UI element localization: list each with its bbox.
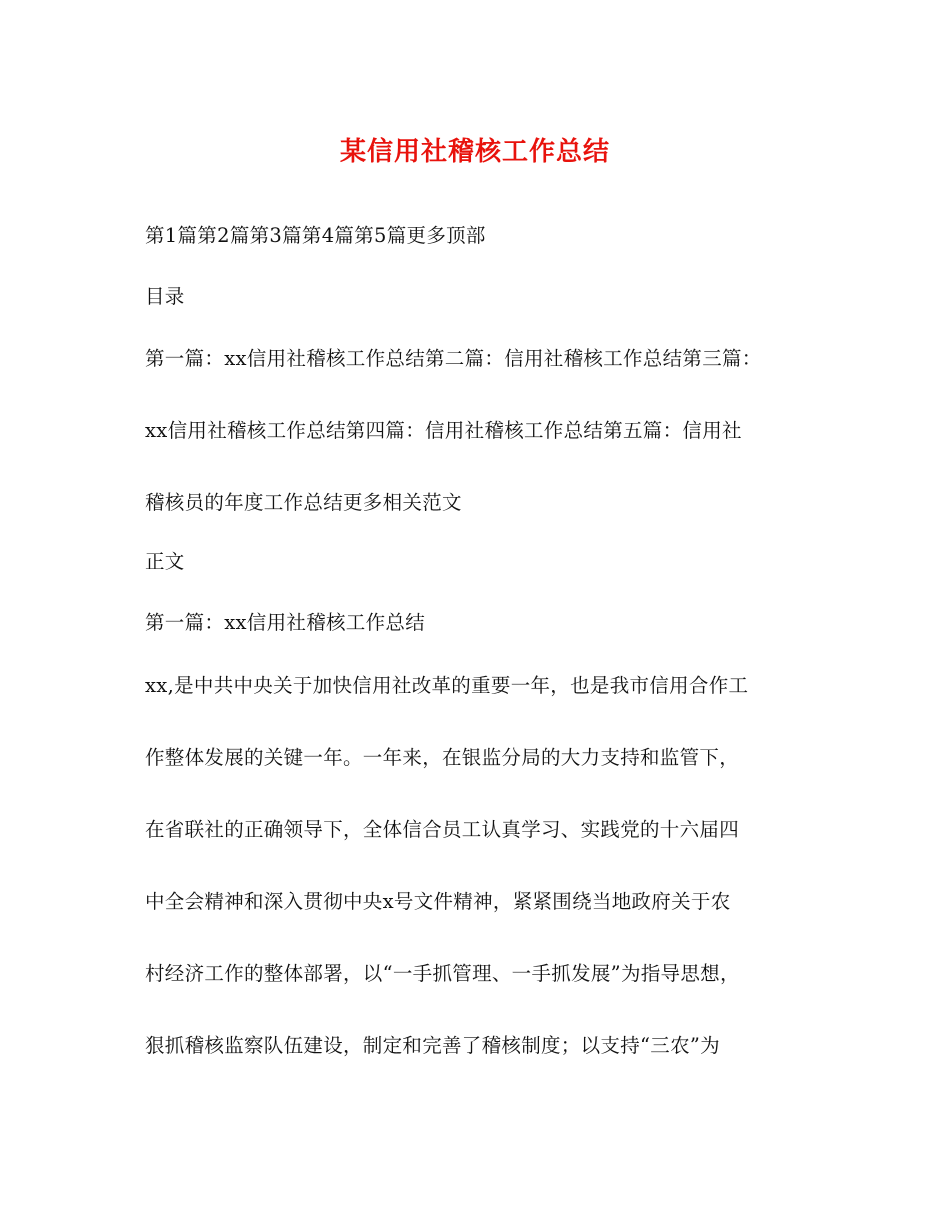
body-heading: 正文 (145, 550, 185, 573)
paragraph-line: 在省联社的正确领导下，全体信合员工认真学习、实践党的十六届四 (145, 818, 740, 841)
paragraph-line: xx,是中共中央关于加快信用社改革的重要一年，也是我市信用合作工 (145, 674, 749, 697)
nav-line: 第1篇第2篇第3篇第4篇第5篇更多顶部 (145, 224, 486, 247)
toc-line: 第一篇：xx信用社稽核工作总结第二篇：信用社稽核工作总结第三篇： (145, 347, 762, 370)
paragraph-line: 村经济工作的整体部署，以“一手抓管理、一手抓发展”为指导思想， (145, 962, 740, 985)
paragraph-line: 中全会精神和深入贯彻中央x号文件精神，紧紧围绕当地政府关于农 (145, 890, 731, 913)
paragraph-line: 狠抓稽核监察队伍建设，制定和完善了稽核制度；以支持“三农”为 (145, 1034, 720, 1057)
toc-heading: 目录 (145, 285, 185, 308)
section-heading: 第一篇：xx信用社稽核工作总结 (145, 611, 425, 634)
paragraph-line: 作整体发展的关键一年。一年来，在银监分局的大力支持和监管下， (145, 746, 740, 769)
document-title: 某信用社稽核工作总结 (339, 137, 610, 167)
toc-line: xx信用社稽核工作总结第四篇：信用社稽核工作总结第五篇：信用社 (145, 419, 742, 442)
toc-line: 稽核员的年度工作总结更多相关范文 (145, 491, 462, 514)
